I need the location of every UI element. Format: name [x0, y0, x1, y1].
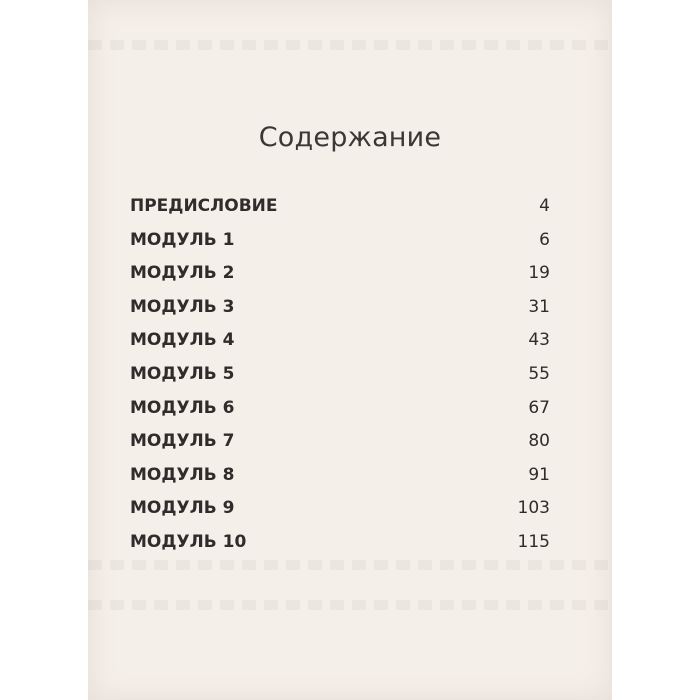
toc-entry-page: 19: [528, 263, 550, 284]
toc-entry: [130, 263, 550, 297]
toc-entry-page: 115: [517, 531, 550, 552]
toc-entry-label: МОДУЛЬ 9: [130, 498, 235, 519]
toc-entry-label: МОДУЛЬ 8: [130, 464, 235, 485]
toc-entry: [130, 330, 550, 364]
page-title: Содержание: [258, 122, 442, 153]
toc-entry-label: МОДУЛЬ 10: [130, 531, 247, 552]
toc-entry-label: МОДУЛЬ 3: [130, 296, 235, 317]
toc-entry-label: ПРЕДИСЛОВИЕ: [130, 196, 278, 216]
toc-entry: [130, 398, 550, 432]
toc-entry-page: 31: [528, 296, 550, 317]
toc-entry-label: МОДУЛЬ 4: [130, 330, 235, 351]
toc-entry-page: 55: [528, 363, 550, 384]
toc-entry: [130, 230, 550, 264]
toc-entry-label: МОДУЛЬ 6: [130, 397, 235, 418]
toc-entry-label: МОДУЛЬ 1: [130, 229, 235, 250]
toc-entry-page: 4: [539, 196, 550, 216]
toc-entry-page: 67: [528, 397, 550, 418]
toc-entry-page: 103: [517, 498, 550, 519]
table-of-contents: [130, 196, 550, 566]
toc-entry-page: 6: [539, 229, 550, 250]
book-page: [88, 0, 612, 700]
toc-entry: [130, 431, 550, 465]
toc-entry-label: МОДУЛЬ 7: [130, 431, 235, 452]
toc-entry-label: МОДУЛЬ 2: [130, 263, 235, 284]
toc-entry: [130, 297, 550, 331]
toc-entry: [130, 364, 550, 398]
toc-entry: [130, 196, 550, 230]
toc-entry: [130, 465, 550, 499]
toc-entry-label: МОДУЛЬ 5: [130, 363, 235, 384]
toc-entry-page: 43: [528, 330, 550, 351]
toc-entry: [130, 532, 550, 566]
show-through-text: [88, 600, 612, 610]
show-through-text: [88, 40, 612, 50]
toc-entry: [130, 498, 550, 532]
toc-entry-page: 91: [528, 464, 550, 485]
toc-entry-page: 80: [528, 431, 550, 452]
